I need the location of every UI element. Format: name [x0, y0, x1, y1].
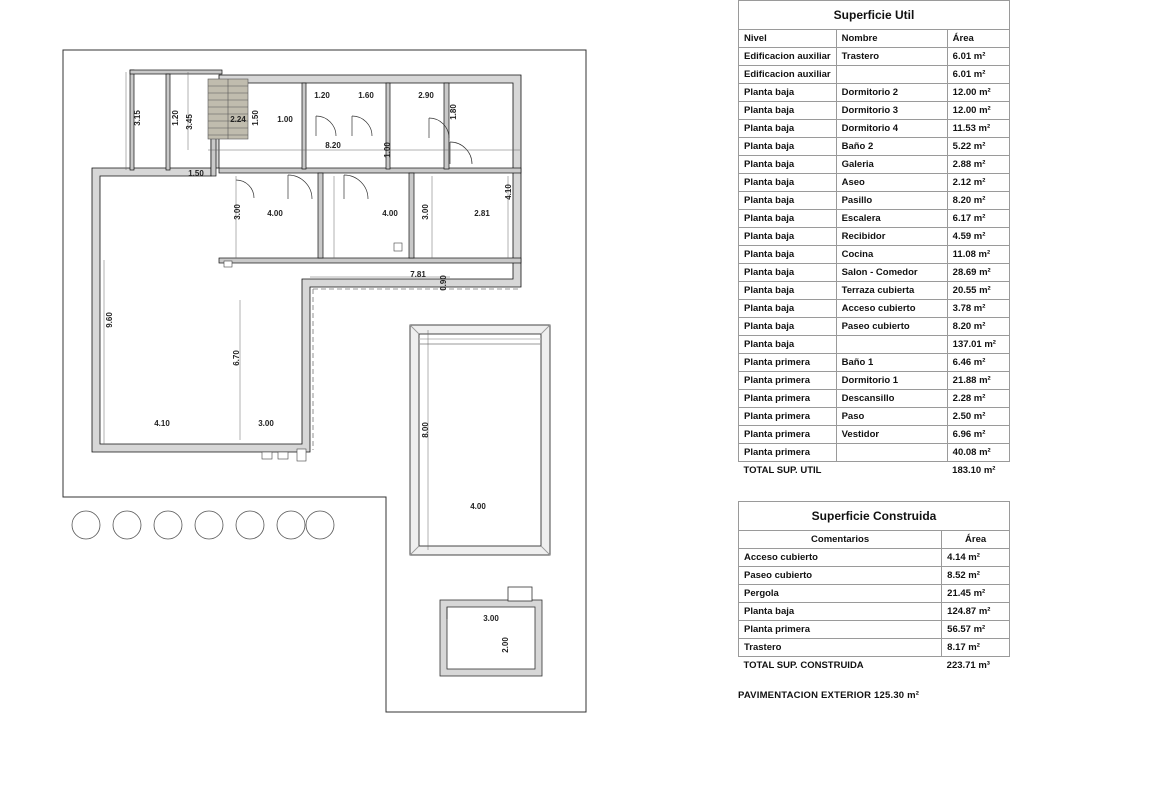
- cell-nombre: [836, 336, 947, 354]
- cell-area: 6.01 m²: [947, 48, 1009, 66]
- cell-nivel: Planta primera: [739, 354, 837, 372]
- cell-nivel: Planta baja: [739, 120, 837, 138]
- cell-comentarios: Paseo cubierto: [739, 567, 942, 585]
- cell-nivel: Planta baja: [739, 138, 837, 156]
- svg-text:1.50: 1.50: [251, 110, 260, 126]
- cell-nombre: Dormitorio 2: [836, 84, 947, 102]
- svg-text:1.60: 1.60: [358, 91, 374, 100]
- table-row: [739, 138, 1010, 156]
- superficie-construida-title: Superficie Construida: [739, 502, 1010, 531]
- superficie-util-table: [738, 0, 1010, 479]
- svg-text:2.90: 2.90: [418, 91, 434, 100]
- col-header-nivel: Nivel: [739, 30, 837, 48]
- svg-text:1.20: 1.20: [171, 110, 180, 126]
- table-row: [739, 336, 1010, 354]
- cell-nivel: Planta baja: [739, 336, 837, 354]
- cell-nivel: Planta baja: [739, 300, 837, 318]
- col-header-area-2: Área: [942, 531, 1010, 549]
- cell-nombre: Cocina: [836, 246, 947, 264]
- cell-area: 6.46 m²: [947, 354, 1009, 372]
- cell-nombre: Terraza cubierta: [836, 282, 947, 300]
- cell-nombre: Salon - Comedor: [836, 264, 947, 282]
- cell-nivel: Planta primera: [739, 408, 837, 426]
- cell-area: 8.52 m²: [942, 567, 1010, 585]
- table-row: [739, 639, 1010, 657]
- svg-text:3.15: 3.15: [133, 110, 142, 126]
- cell-nivel: Planta baja: [739, 156, 837, 174]
- superficie-util-title: Superficie Util: [739, 1, 1010, 30]
- table-row: [739, 174, 1010, 192]
- svg-text:4.10: 4.10: [154, 419, 170, 428]
- cell-nombre: Dormitorio 1: [836, 372, 947, 390]
- cell-area: 2.28 m²: [947, 390, 1009, 408]
- cell-nombre: Recibidor: [836, 228, 947, 246]
- cell-nombre: Paso: [836, 408, 947, 426]
- pavimentacion-note: PAVIMENTACION EXTERIOR 125.30 m²: [738, 690, 920, 701]
- table-row: [739, 102, 1010, 120]
- superficie-construida-body: [739, 549, 1010, 657]
- cell-nivel: Edificacion auxiliar: [739, 48, 837, 66]
- svg-text:1.50: 1.50: [188, 169, 204, 178]
- constr-total-value: 223.71 m³: [946, 660, 990, 671]
- cell-nivel: Planta baja: [739, 264, 837, 282]
- table-row: [739, 48, 1010, 66]
- tables-panel: [738, 0, 1028, 701]
- table-row: [739, 372, 1010, 390]
- svg-text:1.00: 1.00: [383, 142, 392, 158]
- table-row: [739, 621, 1010, 639]
- cell-nivel: Planta primera: [739, 444, 837, 462]
- cell-nombre: Baño 2: [836, 138, 947, 156]
- constr-total-label: TOTAL SUP. CONSTRUIDA: [743, 660, 864, 671]
- cell-nivel: Planta baja: [739, 228, 837, 246]
- cell-area: 4.14 m²: [942, 549, 1010, 567]
- cell-nivel: Planta baja: [739, 210, 837, 228]
- cell-nombre: [836, 66, 947, 84]
- table-row: [739, 390, 1010, 408]
- cell-nombre: Acceso cubierto: [836, 300, 947, 318]
- table-row: [739, 192, 1010, 210]
- cell-nivel: Edificacion auxiliar: [739, 66, 837, 84]
- svg-text:2.24: 2.24: [230, 115, 246, 124]
- svg-text:1.20: 1.20: [314, 91, 330, 100]
- table-row: [739, 120, 1010, 138]
- cell-nivel: Planta primera: [739, 390, 837, 408]
- cell-area: 40.08 m²: [947, 444, 1009, 462]
- cell-comentarios: Planta baja: [739, 603, 942, 621]
- table-row: [739, 282, 1010, 300]
- cell-area: 6.96 m²: [947, 426, 1009, 444]
- cell-nivel: Planta baja: [739, 102, 837, 120]
- cell-area: 11.08 m²: [947, 246, 1009, 264]
- svg-text:8.00: 8.00: [421, 422, 430, 438]
- cell-area: 4.59 m²: [947, 228, 1009, 246]
- util-total-value: 183.10 m²: [952, 465, 996, 476]
- cell-area: 137.01 m²: [947, 336, 1009, 354]
- col-header-area: Área: [947, 30, 1009, 48]
- table-row: [739, 408, 1010, 426]
- col-header-comentarios: Comentarios: [739, 531, 942, 549]
- col-header-nombre: Nombre: [836, 30, 947, 48]
- cell-nombre: Vestidor: [836, 426, 947, 444]
- cell-nivel: Planta baja: [739, 246, 837, 264]
- svg-text:8.20: 8.20: [325, 141, 341, 150]
- cell-area: 21.88 m²: [947, 372, 1009, 390]
- cell-area: 124.87 m²: [942, 603, 1010, 621]
- cell-nombre: [836, 444, 947, 462]
- tree-row: [72, 511, 334, 539]
- svg-text:3.00: 3.00: [258, 419, 274, 428]
- storage-shed: [440, 587, 542, 676]
- cell-nivel: Planta primera: [739, 372, 837, 390]
- svg-text:3.00: 3.00: [233, 204, 242, 220]
- cell-area: 2.88 m²: [947, 156, 1009, 174]
- table-row: [739, 264, 1010, 282]
- cell-nombre: Trastero: [836, 48, 947, 66]
- door-swings: [236, 116, 472, 199]
- table-row: [739, 585, 1010, 603]
- table-row: [739, 444, 1010, 462]
- cell-nombre: Aseo: [836, 174, 947, 192]
- svg-text:3.45: 3.45: [185, 114, 194, 130]
- cell-area: 5.22 m²: [947, 138, 1009, 156]
- cell-area: 2.12 m²: [947, 174, 1009, 192]
- svg-text:2.81: 2.81: [474, 209, 490, 218]
- cell-nivel: Planta baja: [739, 84, 837, 102]
- cell-nombre: Baño 1: [836, 354, 947, 372]
- svg-text:4.10: 4.10: [504, 184, 513, 200]
- cell-nombre: Dormitorio 4: [836, 120, 947, 138]
- cell-area: 8.20 m²: [947, 318, 1009, 336]
- cell-nombre: Galeria: [836, 156, 947, 174]
- cell-area: 6.17 m²: [947, 210, 1009, 228]
- svg-text:2.00: 2.00: [501, 637, 510, 653]
- svg-text:9.60: 9.60: [105, 312, 114, 328]
- cell-area: 8.20 m²: [947, 192, 1009, 210]
- table-row: [739, 300, 1010, 318]
- cell-nombre: Descansillo: [836, 390, 947, 408]
- cell-nivel: Planta baja: [739, 282, 837, 300]
- cell-area: 8.17 m²: [942, 639, 1010, 657]
- table-row: [739, 318, 1010, 336]
- cell-area: 12.00 m²: [947, 84, 1009, 102]
- cell-area: 56.57 m²: [942, 621, 1010, 639]
- cell-comentarios: Trastero: [739, 639, 942, 657]
- svg-text:0.90: 0.90: [439, 275, 448, 291]
- table-row: [739, 567, 1010, 585]
- superficie-construida-table: [738, 501, 1010, 674]
- superficie-util-body: [739, 48, 1010, 462]
- cell-area: 2.50 m²: [947, 408, 1009, 426]
- cell-area: 11.53 m²: [947, 120, 1009, 138]
- swimming-pool: [410, 325, 550, 555]
- svg-text:1.80: 1.80: [449, 104, 458, 120]
- cell-nivel: Planta baja: [739, 318, 837, 336]
- cell-area: 21.45 m²: [942, 585, 1010, 603]
- svg-text:7.81: 7.81: [410, 270, 426, 279]
- table-row: [739, 156, 1010, 174]
- table-row: [739, 246, 1010, 264]
- table-row: [739, 426, 1010, 444]
- cell-area: 6.01 m²: [947, 66, 1009, 84]
- cell-nivel: Planta primera: [739, 426, 837, 444]
- table-row: [739, 354, 1010, 372]
- table-row: [739, 84, 1010, 102]
- cell-area: 28.69 m²: [947, 264, 1009, 282]
- cell-nivel: Planta baja: [739, 174, 837, 192]
- table-row: [739, 228, 1010, 246]
- cell-comentarios: Pergola: [739, 585, 942, 603]
- table-row: [739, 549, 1010, 567]
- cell-nombre: Escalera: [836, 210, 947, 228]
- cell-area: 20.55 m²: [947, 282, 1009, 300]
- svg-text:3.00: 3.00: [421, 204, 430, 220]
- staircase: [208, 79, 248, 139]
- table-row: [739, 66, 1010, 84]
- table-row: [739, 603, 1010, 621]
- cell-area: 12.00 m²: [947, 102, 1009, 120]
- cell-nombre: Pasillo: [836, 192, 947, 210]
- svg-text:4.00: 4.00: [470, 502, 486, 511]
- svg-text:4.00: 4.00: [267, 209, 283, 218]
- util-total-label: TOTAL SUP. UTIL: [743, 465, 822, 476]
- svg-text:4.00: 4.00: [382, 209, 398, 218]
- table-row: [739, 210, 1010, 228]
- cell-nombre: Paseo cubierto: [836, 318, 947, 336]
- svg-text:3.00: 3.00: [483, 614, 499, 623]
- cell-comentarios: Acceso cubierto: [739, 549, 942, 567]
- cell-area: 3.78 m²: [947, 300, 1009, 318]
- cell-comentarios: Planta primera: [739, 621, 942, 639]
- svg-text:1.00: 1.00: [277, 115, 293, 124]
- svg-text:6.70: 6.70: [232, 350, 241, 366]
- cell-nombre: Dormitorio 3: [836, 102, 947, 120]
- cell-nivel: Planta baja: [739, 192, 837, 210]
